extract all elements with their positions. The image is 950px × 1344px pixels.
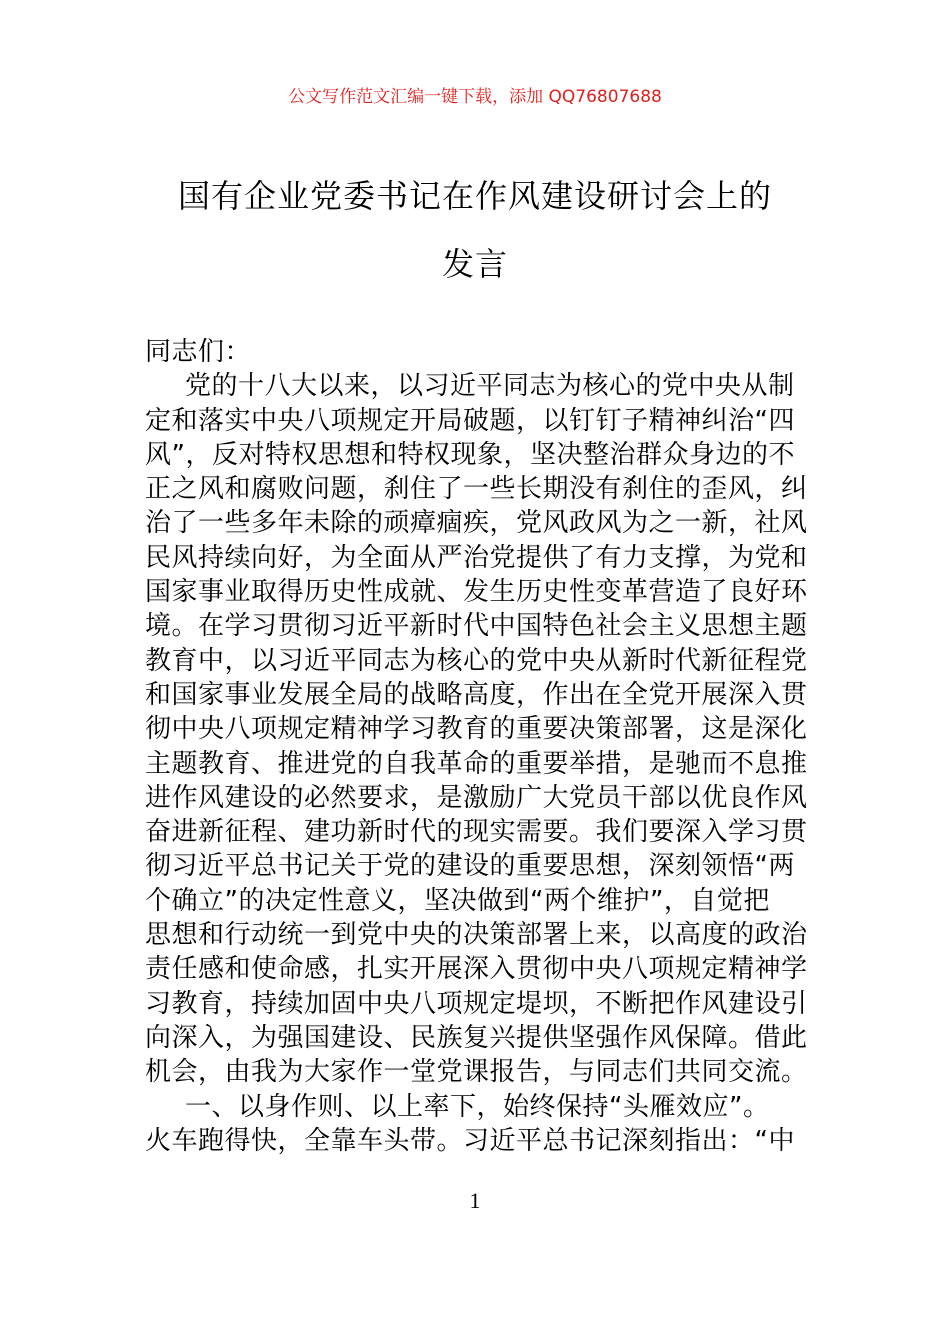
document-title-line-2: 发言 — [441, 245, 508, 283]
salutation: 同志们： — [145, 337, 252, 367]
paragraph-line: 责任感和使命感，扎实开展深入贯彻中央八项规定精神学 — [145, 954, 808, 985]
paragraph-line: 国家事业取得历史性成就、发生历史性变革营造了良好环 — [145, 577, 808, 608]
paragraph-line: 彻中央八项规定精神学习教育的重要决策部署，这是深化 — [145, 714, 808, 745]
paragraph-line: 民风持续向好，为全面从严治党提供了有力支撑，为党和 — [145, 542, 808, 573]
paragraph-line: 党的十八大以来，以习近平同志为核心的党中央从制 — [185, 371, 795, 402]
paragraph-line: 和国家事业发展全局的战略高度，作出在全党开展深入贯 — [145, 679, 808, 710]
paragraph-line: 奋进新征程、建功新时代的现实需要。我们要深入学习贯 — [145, 817, 808, 848]
document-title-line-1: 国有企业党委书记在作风建设研讨会上的 — [177, 177, 772, 215]
paragraph-line: 正之风和腐败问题，刹住了一些长期没有刹住的歪风，纠 — [145, 474, 808, 505]
paragraph-line: 个确立”的决定性意义，坚决做到“两个维护”，自觉把 — [145, 885, 770, 916]
paragraph-line: 进作风建设的必然要求，是激励广大党员干部以优良作风 — [145, 782, 808, 813]
paragraph-line: 火车跑得快，全靠车头带。习近平总书记深刻指出：“中 — [145, 1125, 795, 1156]
document-body — [145, 335, 809, 1158]
paragraph-line: 向深入，为强国建设、民族复兴提供坚强作风保障。借此 — [145, 1022, 808, 1053]
paragraph-line: 治了一些多年未除的顽瘴痼疾，党风政风为之一新，社风 — [145, 508, 808, 539]
paragraph-line: 思想和行动统一到党中央的决策部署上来，以高度的政治 — [145, 920, 808, 951]
paragraph-line: 机会，由我为大家作一堂党课报告，与同志们共同交流。 — [145, 1057, 808, 1088]
page-number: 1 — [469, 1188, 481, 1213]
section-heading: 一、以身作则、以上率下，始终保持“头雁效应”。 — [185, 1091, 770, 1122]
download-banner: 公文写作范文汇编一键下载，添加 QQ76807688 — [288, 87, 662, 107]
paragraph-line: 定和落实中央八项规定开局破题，以钉钉子精神纠治“四 — [145, 405, 795, 436]
paragraph-line: 风”，反对特权思想和特权现象，坚决整治群众身边的不 — [145, 439, 795, 470]
paragraph-line: 彻习近平总书记关于党的建设的重要思想，深刻领悟“两 — [145, 851, 795, 882]
paragraph-line: 习教育，持续加固中央八项规定堤坝，不断把作风建设引 — [145, 988, 808, 1019]
paragraph-line: 主题教育、推进党的自我革命的重要举措，是驰而不息推 — [145, 748, 808, 779]
paragraph-line: 教育中，以习近平同志为核心的党中央从新时代新征程党 — [145, 645, 808, 676]
paragraph-line: 境。在学习贯彻习近平新时代中国特色社会主义思想主题 — [145, 611, 808, 642]
